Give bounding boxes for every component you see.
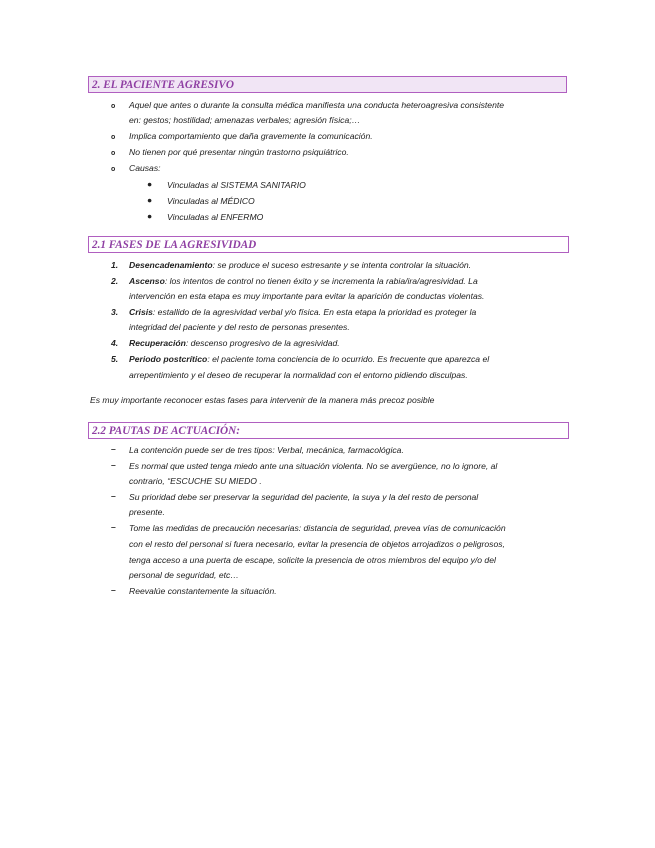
bullet-dot-icon: ●: [147, 211, 153, 221]
paragraph-line: contrario, “ESCUCHE SU MIEDO .: [129, 476, 262, 486]
guideline-item: Es normal que usted tenga miedo ante una situación violenta. No se avergüence, no lo ignore, al: [129, 461, 498, 471]
phases-note: Es muy importante reconocer estas fases para intervenir de la manera más precoz posible: [90, 395, 435, 405]
paragraph-line: Implica comportamiento que daña gravemente la comunicación.: [129, 131, 373, 141]
list-number: 2.: [111, 276, 119, 286]
paragraph-line: Aquel que antes o durante la consulta médica manifiesta una conducta heteroagresiva consistente: [129, 100, 505, 110]
phase-item: Ascenso: los intentos de control no tienen éxito y se incrementa la rabia/ira/agresividad. La: [129, 276, 478, 286]
dash-bullet-icon: –: [111, 444, 116, 454]
paragraph-line: tenga acceso a una puerta de escape, solicite la presencia de otros miembros del equipo y/o del: [129, 555, 496, 565]
guideline-item: Reevalúe constantemente la situación.: [129, 586, 277, 596]
cause-item: Vinculadas al SISTEMA SANITARIO: [167, 180, 306, 190]
dash-bullet-icon: –: [111, 460, 116, 470]
circle-bullet-icon: o: [111, 150, 116, 157]
list-number: 5.: [111, 354, 119, 364]
paragraph-line: presente.: [129, 507, 165, 517]
dash-bullet-icon: –: [111, 585, 116, 595]
guideline-item: Su prioridad debe ser preservar la seguridad del paciente, la suya y la del resto de personal: [129, 492, 479, 502]
list-number: 1.: [111, 260, 119, 270]
dash-bullet-icon: –: [111, 491, 116, 501]
phase-item: Periodo postcrítico: el paciente toma conciencia de lo ocurrido. Es frecuente que aparezca el: [129, 354, 490, 364]
circle-bullet-icon: o: [111, 134, 116, 141]
cause-item: Vinculadas al ENFERMO: [167, 212, 264, 222]
paragraph-line: en: gestos; hostilidad; amenazas verbales; agresión física;…: [129, 115, 361, 125]
phase-item: Recuperación: descenso progresivo de la agresividad.: [129, 338, 340, 348]
phase-item: Desencadenamiento: se produce el suceso estresante y se intenta controlar la situación.: [129, 260, 472, 270]
phase-item: Crisis: estallido de la agresividad verbal y/o física. En esta etapa la prioridad es proteger la: [129, 307, 477, 317]
paragraph-line: con el resto del personal si fuera necesario, evitar la presencia de objetos arrojadizos o peligrosos,: [129, 539, 505, 549]
paragraph-line: personal de seguridad, etc…: [129, 570, 239, 580]
paragraph-line: intervención en esta etapa es muy importante para evitar la aparición de conductas violentas.: [129, 291, 485, 301]
list-number: 4.: [111, 338, 119, 348]
paragraph-line: Causas:: [129, 163, 161, 173]
dash-bullet-icon: –: [111, 522, 116, 532]
guideline-item: La contención puede ser de tres tipos: Verbal, mecánica, farmacológica.: [129, 445, 404, 455]
bullet-dot-icon: ●: [147, 179, 153, 189]
circle-bullet-icon: o: [111, 166, 116, 173]
list-number: 3.: [111, 307, 119, 317]
paragraph-line: arrepentimiento y el deseo de recuperar la normalidad con el entorno pidiendo disculpas.: [129, 370, 468, 380]
paragraph-line: No tienen por qué presentar ningún trastorno psiquiátrico.: [129, 147, 349, 157]
circle-bullet-icon: o: [111, 103, 116, 110]
section-heading-fases: 2.1 FASES DE LA AGRESIVIDAD: [88, 236, 569, 253]
bullet-dot-icon: ●: [147, 195, 153, 205]
guideline-item: Tome las medidas de precaución necesarias: distancia de seguridad, prevea vías de comunicación: [129, 523, 506, 533]
cause-item: Vinculadas al MÉDICO: [167, 196, 255, 206]
section-heading-paciente-agresivo: 2. EL PACIENTE AGRESIVO: [88, 76, 567, 93]
section-heading-pautas: 2.2 PAUTAS DE ACTUACIÓN:: [88, 422, 569, 439]
paragraph-line: integridad del paciente y del resto de personas presentes.: [129, 322, 350, 332]
